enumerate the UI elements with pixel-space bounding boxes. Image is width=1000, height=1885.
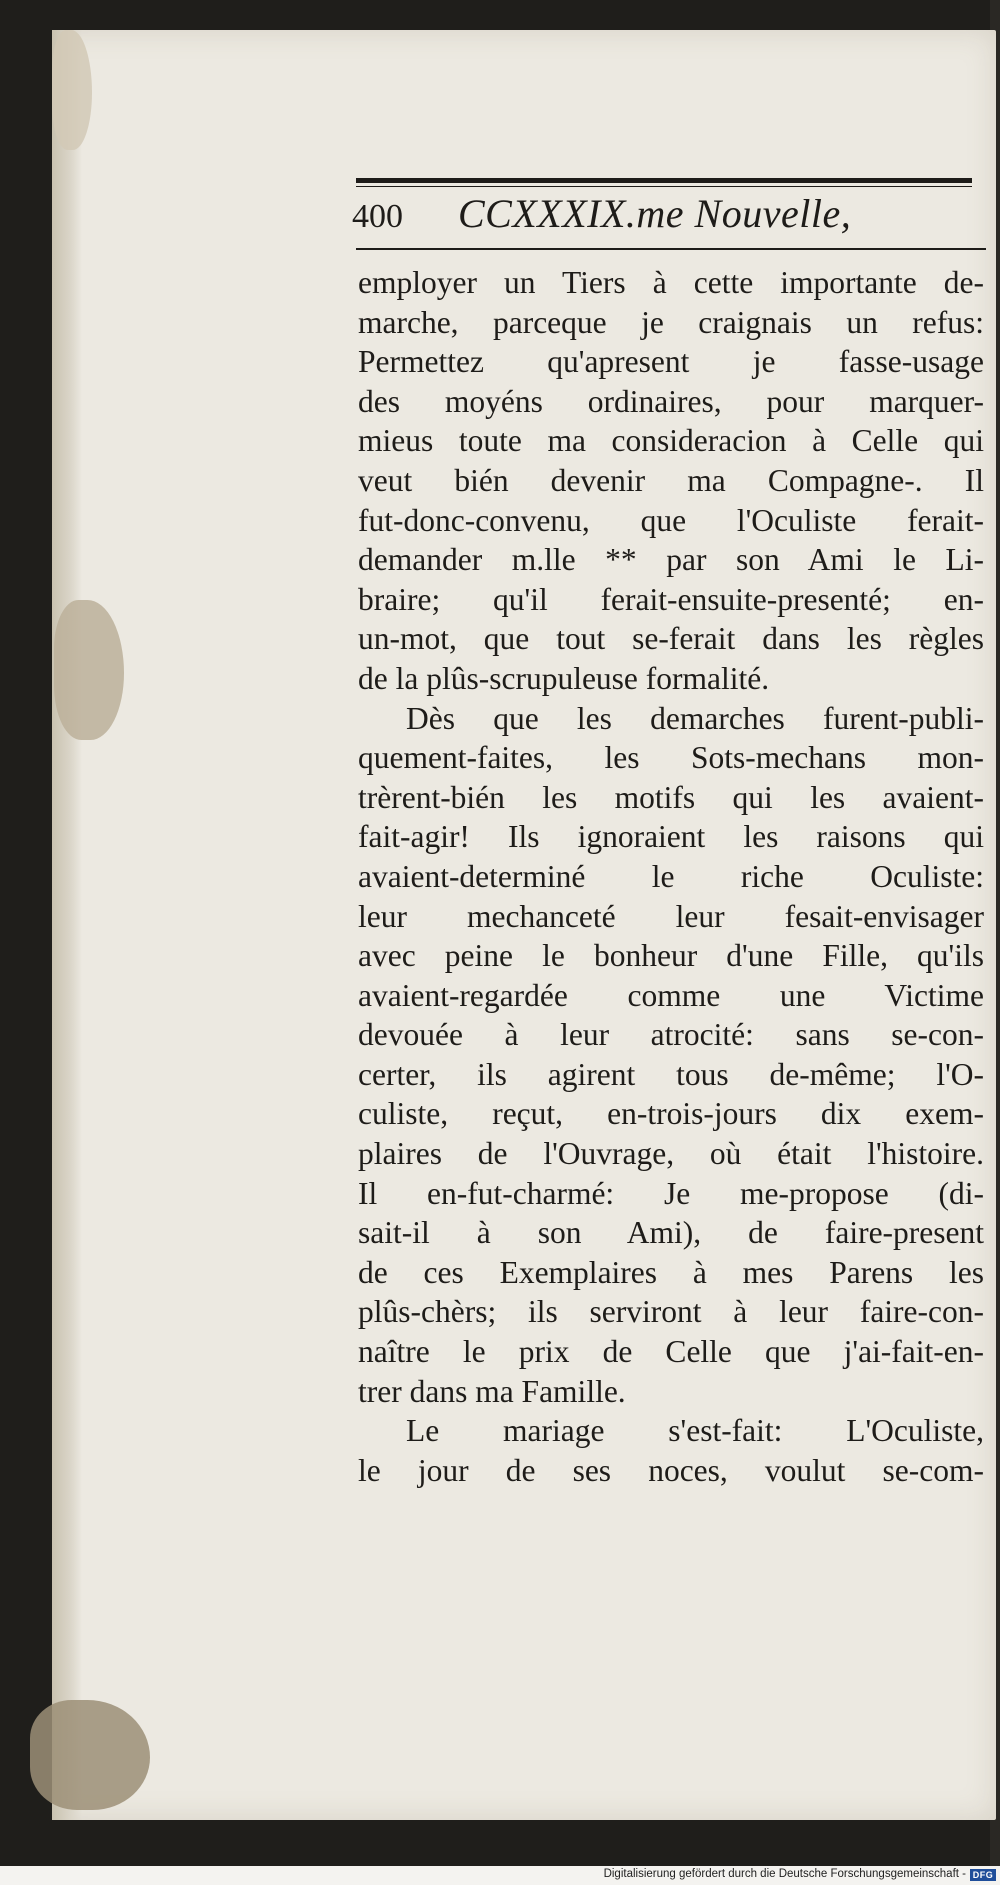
text-line: le jour de ses noces, voulut se-com- bbox=[358, 1452, 984, 1488]
text-line: culiste, reçut, en-trois-jours dix exem- bbox=[358, 1096, 984, 1132]
text-line: fait-agir! Ils ignoraient les raisons qui bbox=[358, 819, 984, 855]
torn-corner bbox=[30, 1700, 150, 1810]
text-line: leur mechanceté leur fesait-envisager bbox=[358, 898, 984, 934]
text-line: Il en-fut-charmé: Je me-propose (di- bbox=[358, 1175, 984, 1211]
text-line: veut bién devenir ma Compagne-. Il bbox=[358, 462, 984, 498]
header-underline bbox=[356, 248, 986, 250]
text-line: certer, ils agirent tous de-même; l'O- bbox=[358, 1056, 984, 1092]
page-fold-shadow bbox=[52, 30, 82, 1820]
text-line: plûs-chèrs; ils serviront à leur faire-con- bbox=[358, 1294, 984, 1330]
text-line: fut-donc-convenu, que l'Oculiste ferait- bbox=[358, 502, 984, 538]
text-line: plaires de l'Ouvrage, où était l'histoire. bbox=[358, 1136, 984, 1172]
text-line: avaient-determiné le riche Oculiste: bbox=[358, 858, 984, 894]
funding-credit: Digitalisierung gefördert durch die Deutsche Forschungsgemeinschaft - bbox=[603, 1868, 966, 1880]
text-line: avaient-regardée comme une Victime bbox=[358, 977, 984, 1013]
text-line: un-mot, que tout se-ferait dans les règles bbox=[358, 621, 984, 657]
paper-stain bbox=[52, 30, 92, 150]
text-line: mieus toute ma consideracion à Celle qui bbox=[358, 423, 984, 459]
digitization-footer bbox=[0, 1866, 1000, 1885]
text-line: des moyéns ordinaires, pour marquer- bbox=[358, 383, 984, 419]
text-line: de la plûs-scrupuleuse formalité. bbox=[358, 660, 770, 696]
text-line: trèrent-bién les motifs qui les avaient- bbox=[358, 779, 984, 815]
text-line: avec peine le bonheur d'une Fille, qu'ils bbox=[358, 938, 984, 974]
text-line: trer dans ma Famille. bbox=[358, 1373, 626, 1409]
text-line: demander m.lle ** par son Ami le Li- bbox=[358, 542, 984, 578]
page-header bbox=[352, 190, 982, 242]
running-title: CCXXXIX.me Nouvelle, bbox=[458, 191, 852, 236]
text-line: sait-il à son Ami), de faire-present bbox=[358, 1215, 984, 1251]
text-line: devouée à leur atrocité: sans se-con- bbox=[358, 1017, 984, 1053]
text-line: braire; qu'il ferait-ensuite-presenté; en- bbox=[358, 581, 984, 617]
body-text bbox=[358, 263, 984, 1490]
text-line: naître le prix de Celle que j'ai-fait-en- bbox=[358, 1334, 984, 1370]
header-rule-thick bbox=[356, 178, 972, 183]
page-number: 400 bbox=[352, 198, 403, 235]
paper-stain bbox=[54, 600, 124, 740]
dfg-logo-icon: DFG bbox=[970, 1869, 996, 1881]
text-line: quement-faites, les Sots-mechans mon- bbox=[358, 740, 984, 776]
text-line: employer un Tiers à cette importante de- bbox=[358, 265, 984, 300]
text-line: de ces Exemplaires à mes Parens les bbox=[358, 1254, 984, 1290]
text-line: Dès que les demarches furent-publi- bbox=[406, 700, 984, 736]
header-rule-thin bbox=[356, 186, 972, 187]
text-line: marche, parceque je craignais un refus: bbox=[358, 304, 984, 340]
text-line: Le mariage s'est-fait: L'Oculiste, bbox=[406, 1413, 984, 1449]
text-line: Permettez qu'apresent je fasse-usage bbox=[358, 344, 984, 380]
